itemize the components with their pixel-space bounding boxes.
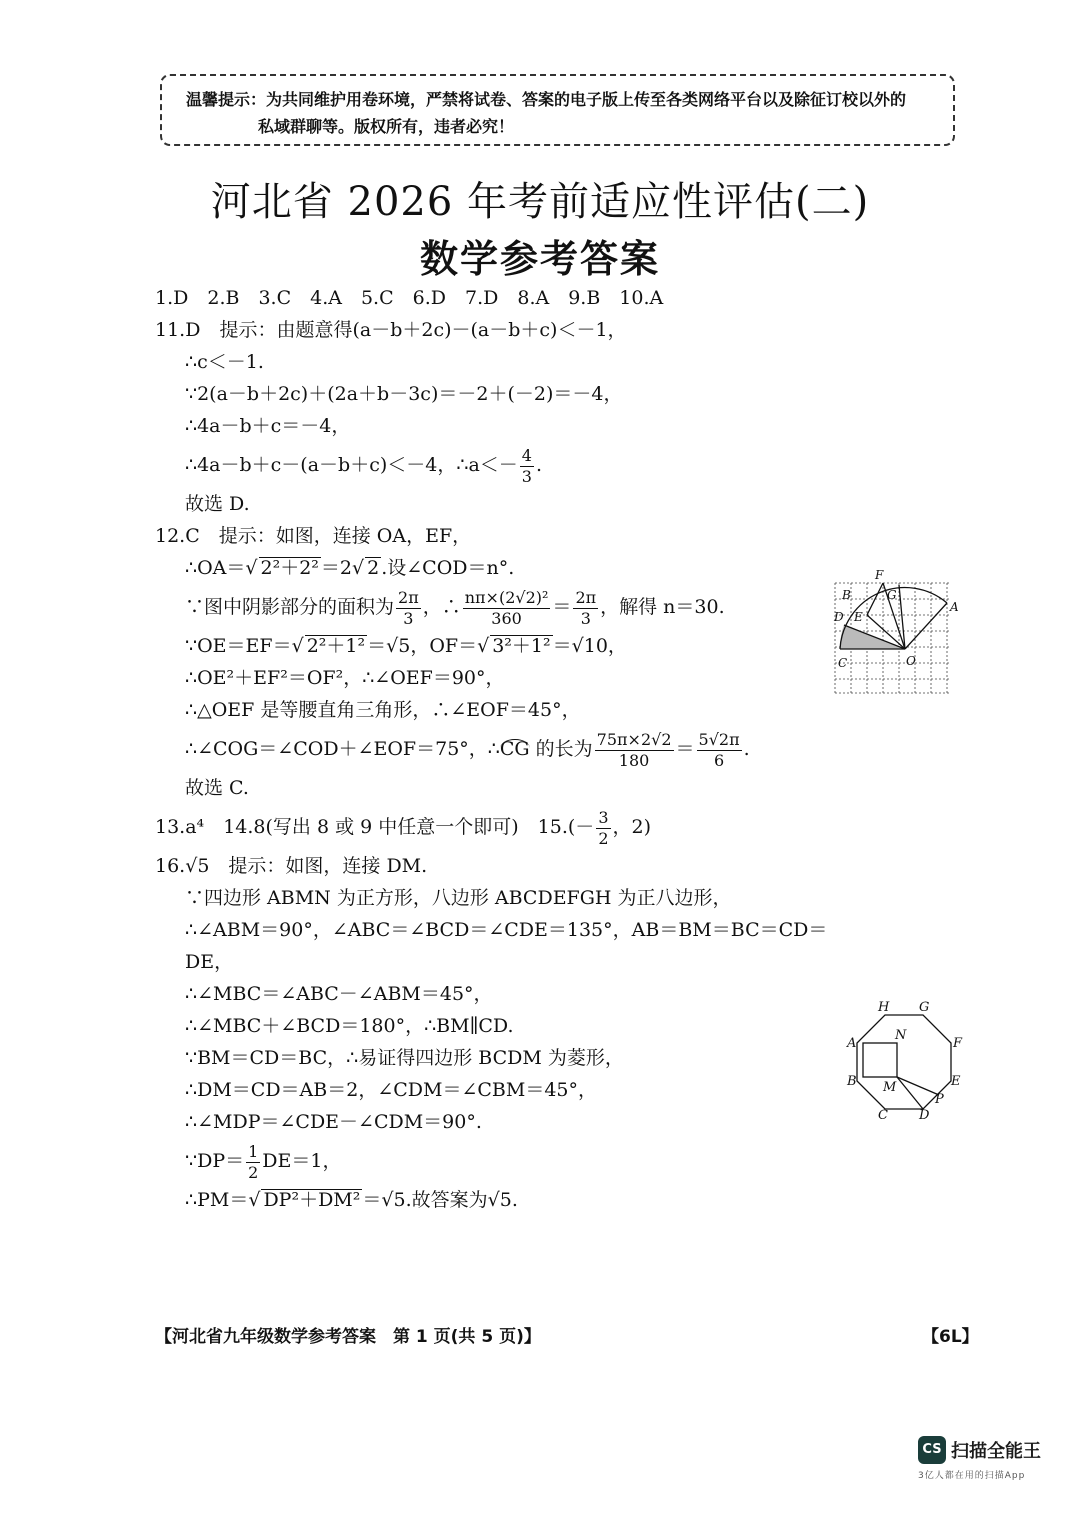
arc-cg: CG <box>499 738 530 760</box>
q12-grid-figure <box>830 565 960 697</box>
q13-15: 13.a⁴ 14.8(写出 8 或 9 中任意一个即可) 15.(－ $\frac{3}{2}$ ，2) <box>155 807 652 848</box>
svg-text:H: H <box>878 1000 890 1015</box>
camscanner-logo-icon: CS <box>918 1436 946 1464</box>
q11-line-4: ∴4a－b＋c－(a－b＋c)＜－4，∴a＜－ $\frac{4}{3}$ . <box>185 445 543 486</box>
q16-line-6: ∵BM＝CD＝BC，∴易证得四边形 BCDM 为菱形， <box>185 1047 624 1069</box>
svg-text:O: O <box>906 654 916 668</box>
svg-text:E: E <box>854 610 863 624</box>
fraction: $\frac{4}{3}$ <box>521 445 532 486</box>
svg-text:F: F <box>875 568 884 582</box>
svg-text:E: E <box>951 1074 961 1089</box>
svg-text:B: B <box>842 588 851 602</box>
notice-line-2: 私域群聊等。版权所有，违者必究！ <box>258 117 515 136</box>
svg-text:C: C <box>838 656 848 670</box>
q12-line-5: ∴△OEF 是等腰直角三角形，∴∠EOF＝45°， <box>185 699 581 721</box>
copyright-notice <box>160 74 955 146</box>
q16-line-1: ∵四边形 ABMN 为正方形，八边形 ABCDEFGH 为正八边形， <box>185 887 732 909</box>
svg-text:C: C <box>878 1108 888 1122</box>
svg-text:A: A <box>847 1036 857 1051</box>
q12-head: 12.C 提示：如图，连接 OA，EF， <box>155 525 472 547</box>
q12-end: 故选 C. <box>185 777 249 799</box>
q11-line-1: ∴c＜－1. <box>185 351 264 373</box>
q11-line-3: ∴4a－b＋c＝－4， <box>185 415 351 437</box>
q12-line-3: ∵OE＝EF＝√ 2²＋1² ＝√5，OF＝√ 3²＋1² ＝√10， <box>185 635 627 657</box>
answers-1-10: 1.D 2.B 3.C 4.A 5.C 6.D 7.D 8.A 9.B 10.A <box>155 287 664 309</box>
page-title: 河北省 2026 年考前适应性评估(二) <box>210 179 870 225</box>
q12-line-1: ∴OA＝√ 2²＋2² ＝2√ 2 .设∠COD＝n°. <box>185 557 515 579</box>
q16-line-8: ∴∠MDP＝∠CDE－∠CDM＝90°. <box>185 1111 482 1133</box>
q16-line-7: ∴DM＝CD＝AB＝2，∠CDM＝∠CBM＝45°， <box>185 1079 598 1101</box>
camscanner-slogan: 3亿人都在用的扫描App <box>918 1471 1026 1481</box>
q16-line-4: ∴∠MBC＝∠ABC－∠ABM＝45°， <box>185 983 493 1005</box>
page-footer: 【河北省九年级数学参考答案 第 1 页(共 5 页)】 <box>155 1327 541 1347</box>
q16-line-9: ∵DP＝ $\frac{1}{2}$ DE＝1， <box>185 1141 342 1182</box>
svg-text:F: F <box>953 1036 963 1051</box>
svg-text:G: G <box>919 1000 930 1015</box>
q16-line-5: ∴∠MBC＋∠BCD＝180°，∴BM∥CD. <box>185 1015 514 1037</box>
svg-text:M: M <box>883 1080 897 1095</box>
q16-octagon-figure <box>843 995 968 1122</box>
svg-text:B: B <box>847 1074 857 1089</box>
q11-end: 故选 D. <box>185 493 250 515</box>
q12-line-6: ∴∠COG＝∠COD＋∠EOF＝75°，∴CG 的长为 $\frac{75\pi\times 2√2}{180}$ ＝ $\frac{5√2\pi}{6}$ . <box>185 729 750 770</box>
q12-line-4: ∴OE²＋EF²＝OF²，∴∠OEF＝90°， <box>185 667 505 689</box>
camscanner-name: 扫描全能王 <box>951 1441 1041 1462</box>
q11-line-2: ∵2(a－b＋2c)＋(2a＋b－3c)＝－2＋(－2)＝－4， <box>185 383 623 405</box>
q16-head: 16.√5 提示：如图，连接 DM. <box>155 855 428 877</box>
q16-line-3: DE， <box>185 951 234 973</box>
svg-text:P: P <box>935 1092 944 1107</box>
svg-text:G: G <box>887 588 897 602</box>
notice-line-1: 温馨提示：为共同维护用卷环境，严禁将试卷、答案的电子版上传至各类网络平台以及除征订校以外的 <box>186 90 907 109</box>
q12-line-2: ∵图中阴影部分的面积为 $\frac{2\pi}{3}$ ，∴ $\frac{\text{nπ×(2√2)²}}{360}$ ＝ $\frac{2\pi}{3}$ ，解得 n＝30. <box>185 587 725 628</box>
page-code: 【6L】 <box>922 1327 979 1347</box>
q16-line-10: ∴PM＝√ DP²＋DM² ＝√5.故答案为√5. <box>185 1189 518 1211</box>
q16-line-2: ∴∠ABM＝90°，∠ABC＝∠BCD＝∠CDE＝135°，AB＝BM＝BC＝CD＝ <box>185 919 828 941</box>
q11-head: 11.D 提示：由题意得(a－b＋2c)－(a－b＋c)＜－1， <box>155 319 627 341</box>
svg-text:A: A <box>950 600 959 614</box>
svg-text:D: D <box>919 1108 930 1122</box>
svg-text:N: N <box>895 1028 907 1043</box>
page-subtitle: 数学参考答案 <box>419 237 660 281</box>
svg-text:D: D <box>834 610 844 624</box>
